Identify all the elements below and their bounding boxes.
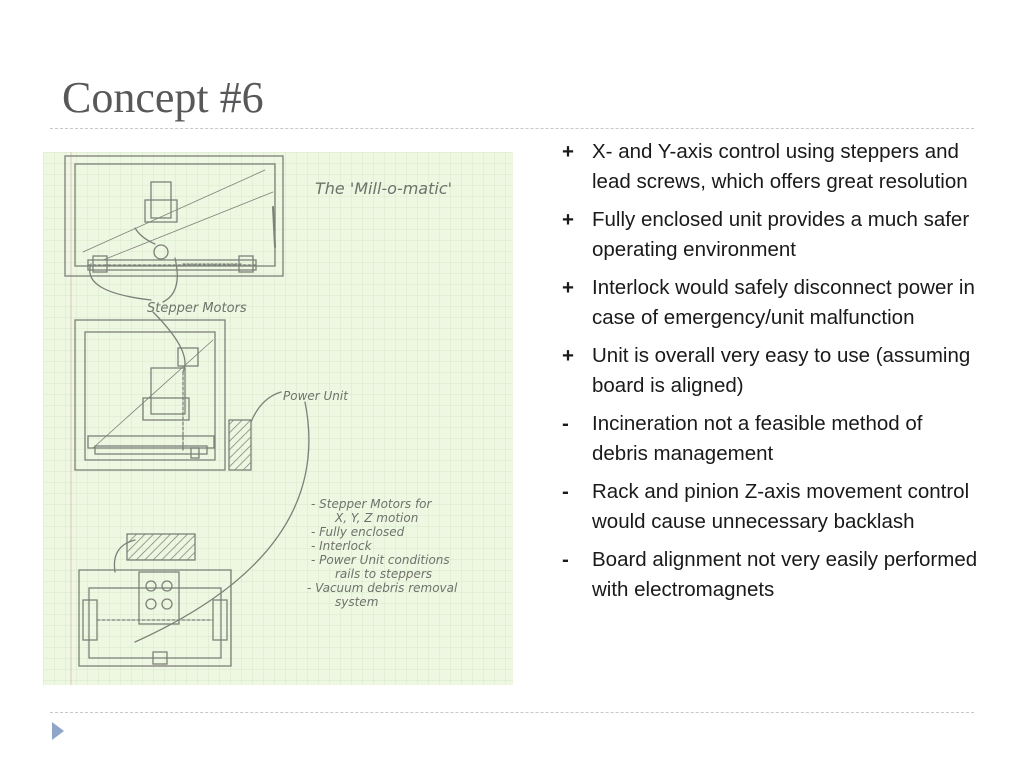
- bullet-text: Unit is overall very easy to use (assuming board is aligned): [592, 344, 971, 397]
- bullet-text: Incineration not a feasible method of debris management: [592, 412, 923, 465]
- sketch-note: - Power Unit conditions: [311, 553, 450, 567]
- bullet-mark: +: [562, 140, 574, 163]
- bullet-mark: -: [562, 548, 569, 571]
- bullet-mark: +: [562, 344, 574, 367]
- bullet-item: [560, 545, 980, 605]
- bullet-text: X- and Y-axis control using steppers and lead screws, which offers great resolution: [592, 140, 968, 193]
- sketch-note: - Fully enclosed: [311, 525, 405, 539]
- bullet-item: [560, 477, 980, 537]
- sketch-note: - Vacuum debris removal: [307, 581, 458, 595]
- bullet-text: Fully enclosed unit provides a much safer operating environment: [592, 208, 970, 261]
- sketch-note: system: [335, 595, 379, 609]
- bullet-text: Board alignment not very easily performed with electromagnets: [592, 548, 978, 601]
- bullet-item: [560, 137, 980, 197]
- label-power-unit: Power Unit: [283, 389, 348, 403]
- bullet-text: Rack and pinion Z-axis movement control would cause unnecessary backlash: [592, 480, 970, 533]
- sketch-caption: The 'Mill-o-matic': [315, 179, 453, 198]
- bullet-item: [560, 205, 980, 265]
- sketch-note: - Stepper Motors for: [311, 497, 432, 511]
- next-slide-arrow-icon[interactable]: [52, 722, 64, 740]
- sketch-note: - Interlock: [311, 539, 372, 553]
- label-stepper-motors: Stepper Motors: [147, 301, 247, 316]
- concept-sketch: [43, 152, 513, 685]
- pros-cons-list: [560, 137, 980, 613]
- power-unit-box: [229, 420, 251, 470]
- slide-title: Concept #6: [62, 73, 264, 122]
- bullet-mark: +: [562, 276, 574, 299]
- sketch-note: X, Y, Z motion: [335, 511, 419, 525]
- bullet-mark: -: [562, 412, 569, 435]
- bullet-mark: -: [562, 480, 569, 503]
- sketch-note: rails to steppers: [335, 567, 433, 581]
- bullet-item: [560, 341, 980, 401]
- bullet-mark: +: [562, 208, 574, 231]
- bullet-item: [560, 409, 980, 469]
- bullet-item: [560, 273, 980, 333]
- bullet-text: Interlock would safely disconnect power in case of emergency/unit malfunction: [592, 276, 975, 329]
- footer-divider: [50, 712, 974, 713]
- sketch-grid: [43, 152, 513, 685]
- title-divider: [50, 128, 974, 129]
